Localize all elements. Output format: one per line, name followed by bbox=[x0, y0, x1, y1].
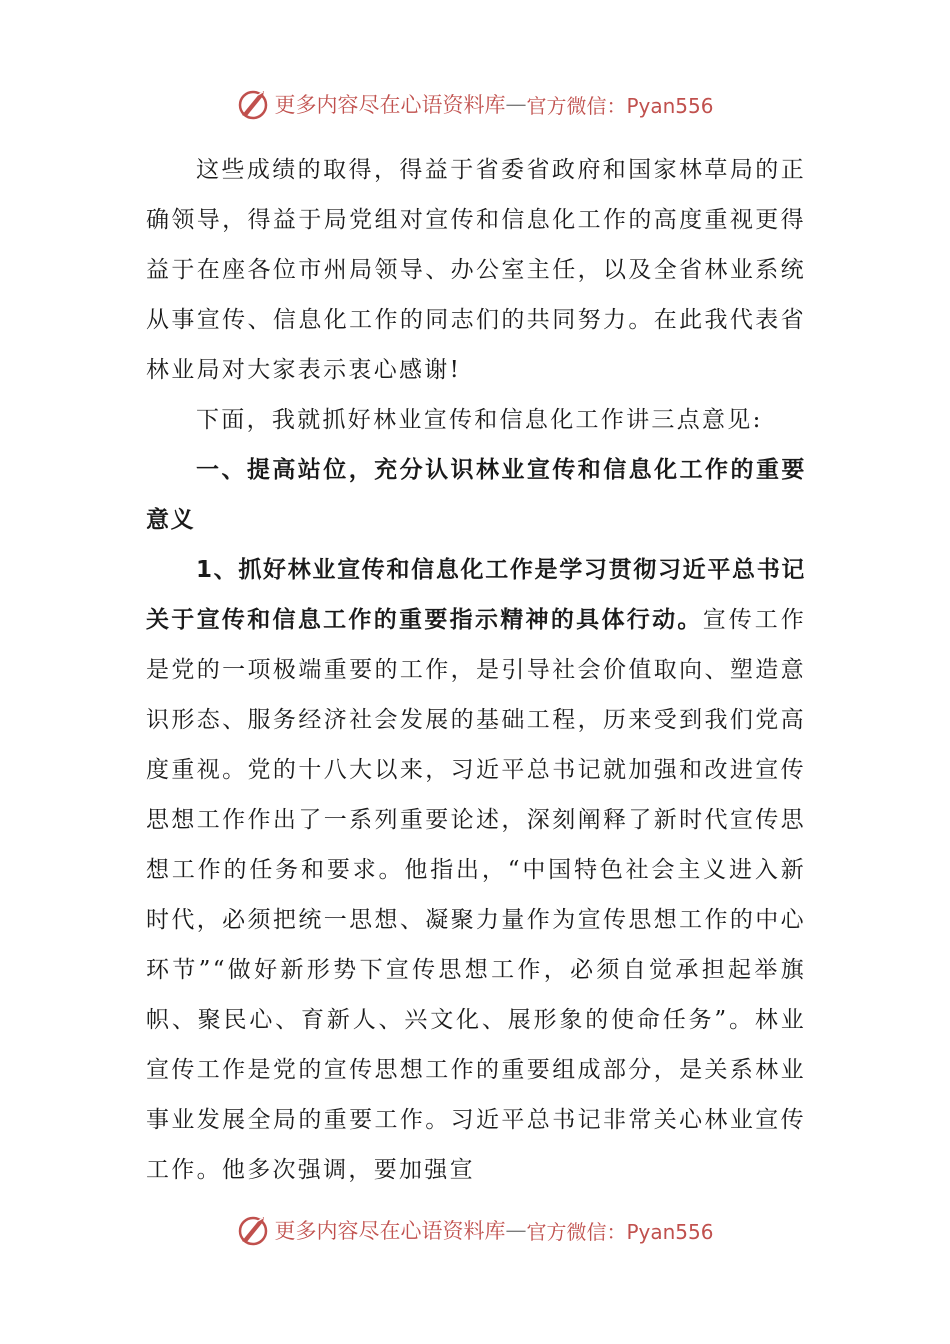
footer-banner-separator: — bbox=[505, 1218, 527, 1242]
footer-banner bbox=[0, 1210, 950, 1250]
section-heading-1: 一、提高站位，充分认识林业宣传和信息化工作的重要意义 bbox=[146, 457, 806, 533]
quill-pen-logo-icon bbox=[236, 87, 270, 121]
quill-pen-logo-icon bbox=[236, 1213, 270, 1247]
header-banner-separator: — bbox=[505, 92, 527, 116]
point-1-bold-lead: 1、抓好林业宣传和信息化工作是学习贯彻习近平总书记关于宣传和信息工作的重要指示精神的具体行动。 bbox=[146, 557, 806, 633]
document-body bbox=[146, 145, 806, 1195]
point-1-text: 宣传工作是党的一项极端重要的工作，是引导社会价值取向、塑造意识形态、服务经济社会发展的基础工程，历来受到我们党高度重视。党的十八大以来，习近平总书记就加强和改进宣传思想工作作出了一系列重要论述，深刻阐释了新时代宣传思想工作的任务和要求。他指出，“中国特色社会主义进入新时代，必须把统一思想、凝聚力量作为宣传思想工作的中心环节”“做好新形势下宣传思想工作，必须自觉承担起举旗帜、聚民心、育新人、兴文化、展形象的使命任务”。林业宣传工作是党的宣传思想工作的重要组成部分，是关系林业事业发展全局的重要工作。习近平总书记非常关心林业宣传工作。他多次强调，要加强宣 bbox=[146, 607, 806, 1183]
header-banner-brand: 更多内容尽在心语资料库 bbox=[274, 93, 506, 117]
footer-banner-brand: 更多内容尽在心语资料库 bbox=[274, 1219, 506, 1243]
header-banner bbox=[0, 84, 950, 124]
paragraph-intro: 下面，我就抓好林业宣传和信息化工作讲三点意见: bbox=[196, 407, 763, 433]
header-banner-wechat: 官方微信：Pyan556 bbox=[526, 93, 714, 118]
paragraph-acknowledgement: 这些成绩的取得，得益于省委省政府和国家林草局的正确领导，得益于局党组对宣传和信息化工作的高度重视更得益于在座各位市州局领导、办公室主任，以及全省林业系统从事宣传、信息化工作的同志们的共同努力。在此我代表省林业局对大家表示衷心感谢! bbox=[146, 157, 806, 383]
paragraph-point-1 bbox=[146, 545, 806, 1195]
footer-banner-wechat: 官方微信：Pyan556 bbox=[526, 1219, 714, 1244]
